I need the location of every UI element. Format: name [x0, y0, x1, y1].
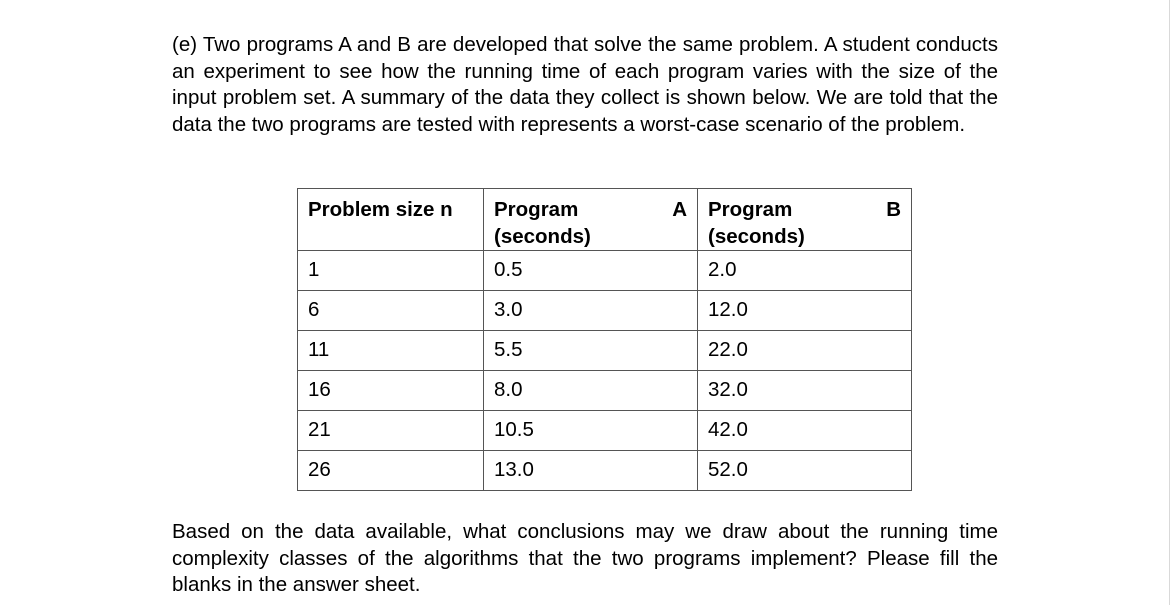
cell-program-a-time: 3.0 [484, 291, 698, 331]
question-prompt-paragraph: Based on the data available, what conclusions may we draw about the running time complexity classes of the algorithms that the two programs implement? Please fill the blanks in the answer sheet. [172, 520, 998, 596]
header-program-a-unit: (seconds) [494, 225, 591, 248]
cell-problem-size: 1 [298, 251, 484, 291]
table-row [298, 411, 912, 451]
table-row [298, 331, 912, 371]
table-row [298, 291, 912, 331]
cell-problem-size: 6 [298, 291, 484, 331]
header-program-b [698, 189, 912, 251]
cell-problem-size: 26 [298, 451, 484, 491]
table-row [298, 451, 912, 491]
table-row [298, 251, 912, 291]
table-header-row [298, 189, 912, 251]
cell-program-a-time: 10.5 [484, 411, 698, 451]
cell-program-b-time: 52.0 [698, 451, 912, 491]
cell-problem-size: 21 [298, 411, 484, 451]
running-time-table [297, 188, 912, 491]
header-program-a [484, 189, 698, 251]
cell-problem-size: 16 [298, 371, 484, 411]
header-problem-size: Problem size n [298, 189, 484, 251]
header-program-b-letter: B [886, 198, 901, 221]
cell-program-a-time: 8.0 [484, 371, 698, 411]
cell-program-b-time: 22.0 [698, 331, 912, 371]
cell-program-a-time: 13.0 [484, 451, 698, 491]
cell-program-a-time: 0.5 [484, 251, 698, 291]
question-intro-paragraph: (e) Two programs A and B are developed that solve the same problem. A student conducts an experiment to see how the running time of each program varies with the size of the input problem set. A summary of the data they collect is shown below. We are told that the data the two programs are tested with represents a worst-case scenario of the problem. [172, 33, 998, 136]
cell-problem-size: 11 [298, 331, 484, 371]
header-program-b-word: Program [708, 198, 793, 221]
cell-program-b-time: 12.0 [698, 291, 912, 331]
table-row [298, 371, 912, 411]
header-program-a-word: Program [494, 198, 579, 221]
header-program-b-unit: (seconds) [708, 225, 805, 248]
cell-program-b-time: 2.0 [698, 251, 912, 291]
header-program-a-letter: A [672, 198, 687, 221]
cell-program-b-time: 42.0 [698, 411, 912, 451]
cell-program-b-time: 32.0 [698, 371, 912, 411]
cell-program-a-time: 5.5 [484, 331, 698, 371]
